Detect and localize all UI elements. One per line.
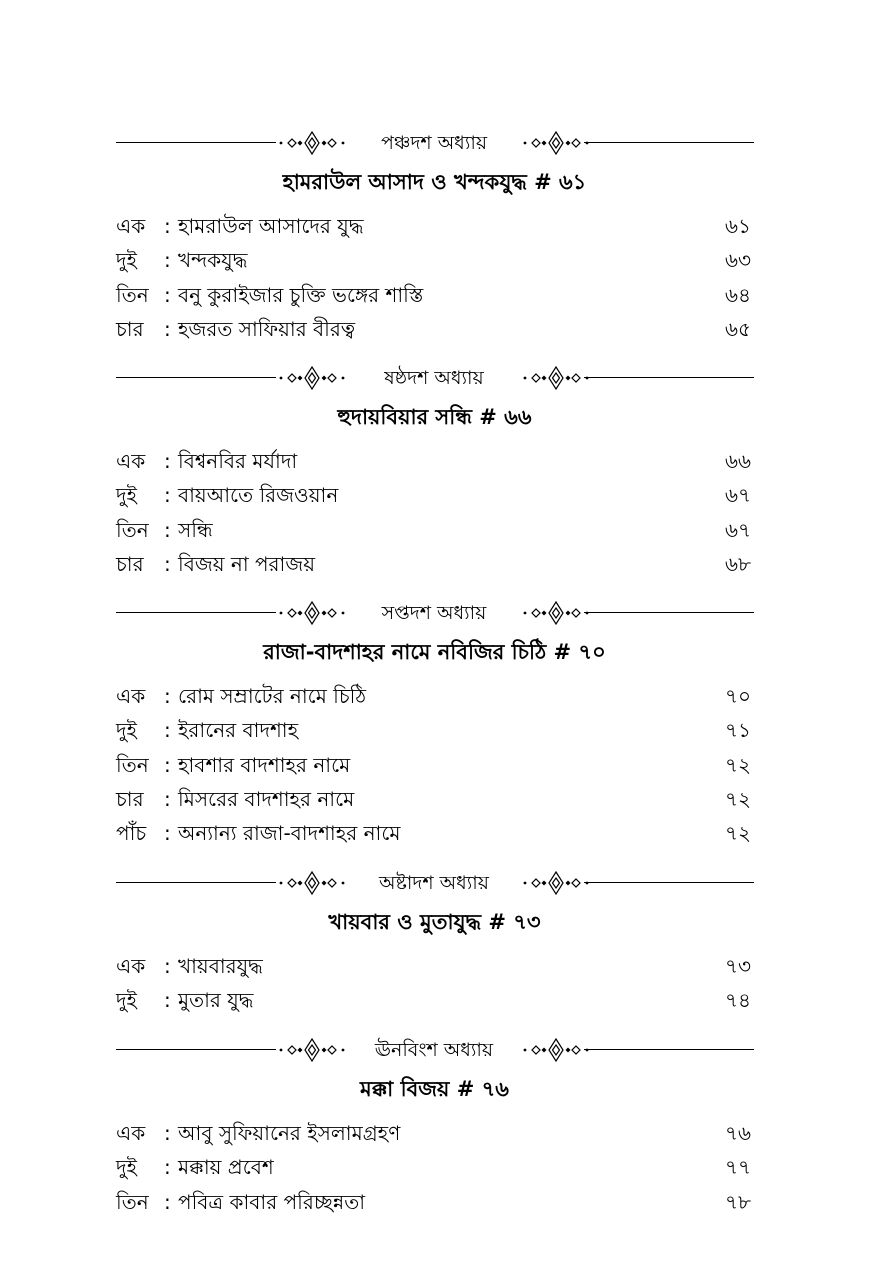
chapter-title: হামরাউল আসাদ ও খন্দকযুদ্ধ # ৬১ [282, 170, 587, 194]
chapter-divider [116, 871, 754, 895]
chapter-label: ষষ্ঠদশ অধ্যায় [384, 367, 484, 389]
entry-page-number: ৭২ [724, 786, 751, 811]
entry-number: এক [116, 954, 146, 978]
chapter-title: হুদায়বিয়ার সন্ধি # ৬৬ [337, 405, 532, 429]
entry-colon: : [164, 1189, 171, 1214]
entry-title: সন্ধি [178, 517, 213, 542]
entry-colon: : [164, 786, 171, 811]
toc-entry [0, 312, 869, 346]
divider-line-right [584, 377, 754, 378]
entry-page-number: ৭৮ [725, 1189, 751, 1214]
toc-entry [0, 748, 869, 782]
chapter-divider [116, 131, 754, 155]
ornament-right-icon [522, 871, 590, 895]
divider-line-left [116, 612, 276, 613]
entry-page-number: ৭৩ [724, 954, 751, 978]
entry-title: মিসরের বাদশাহর নামে [178, 786, 355, 811]
ornament-left-icon [278, 601, 346, 625]
entry-colon: : [164, 954, 171, 978]
toc-entry [0, 547, 869, 581]
toc-entry [0, 782, 869, 816]
chapter-title: মক্কা বিজয় # ৭৬ [360, 1077, 509, 1101]
toc-entry [0, 478, 869, 512]
entry-title: পবিত্র কাবার পরিচ্ছন্নতা [178, 1189, 366, 1214]
entry-number: তিন [116, 282, 149, 307]
toc-entry [0, 983, 869, 1017]
entry-title: বিজয় না পরাজয় [178, 551, 316, 576]
chapter-label: পঞ্চদশ অধ্যায় [380, 132, 488, 154]
entry-colon: : [164, 752, 171, 777]
entry-title: হজরত সাফিয়ার বীরত্ব [178, 316, 356, 341]
entry-page-number: ৭৬ [724, 1121, 751, 1145]
entry-page-number: ৬৪ [725, 282, 751, 307]
divider-line-left [116, 377, 276, 378]
entry-title: খায়বারযুদ্ধ [178, 954, 263, 978]
ornament-left-icon [278, 131, 346, 155]
chapter-title: খায়বার ও মুতাযুদ্ধ # ৭৩ [328, 910, 541, 934]
entry-colon: : [164, 1121, 171, 1145]
toc-entry [0, 949, 869, 983]
entry-page-number: ৬১ [725, 214, 751, 238]
chapter-divider [116, 601, 754, 625]
entry-number: তিন [116, 752, 149, 777]
entry-number: দুই [116, 1155, 137, 1180]
entry-title: খন্দকযুদ্ধ [178, 248, 248, 273]
divider-line-right [584, 612, 754, 613]
entry-page-number: ৭৪ [725, 988, 751, 1013]
entry-page-number: ৬৫ [725, 316, 751, 341]
entry-title: আবু সুফিয়ানের ইসলামগ্রহণ [178, 1121, 401, 1145]
entry-number: দুই [116, 718, 137, 743]
ornament-left-icon [278, 871, 346, 895]
entry-title: বনু কুরাইজার চুক্তি ভঙ্গের শাস্তি [178, 282, 424, 307]
entry-page-number: ৭৭ [724, 1155, 751, 1180]
divider-line-left [116, 142, 276, 143]
chapter-label: অষ্টাদশ অধ্যায় [379, 872, 489, 894]
entry-page-number: ৬৬ [724, 449, 751, 473]
entry-number: চার [116, 316, 144, 341]
entry-colon: : [164, 821, 171, 846]
entry-page-number: ৬৩ [724, 248, 751, 273]
divider-line-left [116, 1049, 276, 1050]
chapter-label: ঊনবিংশ অধ্যায় [374, 1039, 494, 1061]
toc-entry [0, 243, 869, 277]
toc-entry [0, 1116, 869, 1150]
ornament-right-icon [522, 1038, 590, 1062]
ornament-right-icon [522, 366, 590, 390]
entry-page-number: ৬৭ [724, 517, 751, 542]
entry-colon: : [164, 1155, 171, 1180]
entry-colon: : [164, 282, 171, 307]
entry-page-number: ৭২ [724, 821, 751, 846]
entry-number: দুই [116, 988, 137, 1013]
entry-colon: : [164, 248, 171, 273]
entry-number: এক [116, 684, 146, 708]
entry-colon: : [164, 988, 171, 1013]
toc-entry [0, 513, 869, 547]
chapter-divider [116, 366, 754, 390]
chapter-divider [116, 1038, 754, 1062]
divider-line-right [584, 142, 754, 143]
entry-title: হাবশার বাদশাহর নামে [178, 752, 351, 777]
entry-colon: : [164, 684, 171, 708]
entry-page-number: ৬৮ [725, 551, 751, 576]
entry-title: বায়আতে রিজওয়ান [178, 483, 339, 508]
ornament-left-icon [278, 366, 346, 390]
toc-entry [0, 816, 869, 850]
entry-number: দুই [116, 248, 137, 273]
entry-title: বিশ্বনবির মর্যাদা [178, 449, 298, 473]
toc-entry [0, 1185, 869, 1219]
entry-title: অন্যান্য রাজা-বাদশাহর নামে [178, 821, 401, 846]
toc-entry [0, 444, 869, 478]
toc-entry [0, 1150, 869, 1184]
entry-colon: : [164, 551, 171, 576]
toc-entry [0, 278, 869, 312]
entry-number: তিন [116, 1189, 149, 1214]
entry-colon: : [164, 214, 171, 238]
divider-line-left [116, 882, 276, 883]
divider-line-right [584, 882, 754, 883]
ornament-right-icon [522, 601, 590, 625]
entry-number: পাঁচ [116, 821, 147, 846]
entry-number: চার [116, 786, 144, 811]
entry-number: এক [116, 449, 146, 473]
entry-page-number: ৬৭ [724, 483, 751, 508]
toc-entry [0, 209, 869, 243]
ornament-left-icon [278, 1038, 346, 1062]
entry-number: এক [116, 1121, 146, 1145]
entry-colon: : [164, 517, 171, 542]
entry-colon: : [164, 449, 171, 473]
chapter-label: সপ্তদশ অধ্যায় [381, 602, 487, 624]
entry-colon: : [164, 316, 171, 341]
toc-entry [0, 713, 869, 747]
toc-entry [0, 679, 869, 713]
entry-number: চার [116, 551, 144, 576]
divider-line-right [584, 1049, 754, 1050]
entry-page-number: ৭১ [725, 718, 751, 743]
entry-title: মক্কায় প্রবেশ [178, 1155, 274, 1180]
entry-number: দুই [116, 483, 137, 508]
chapter-title: রাজা-বাদশাহর নামে নবিজির চিঠি # ৭০ [263, 640, 606, 664]
entry-title: ইরানের বাদশাহ [178, 718, 299, 743]
ornament-right-icon [522, 131, 590, 155]
entry-colon: : [164, 718, 171, 743]
entry-title: মুতার যুদ্ধ [178, 988, 254, 1013]
entry-number: তিন [116, 517, 149, 542]
entry-page-number: ৭০ [724, 684, 751, 708]
entry-title: হামরাউল আসাদের যুদ্ধ [178, 214, 364, 238]
entry-colon: : [164, 483, 171, 508]
entry-page-number: ৭২ [724, 752, 751, 777]
entry-title: রোম সম্রাটের নামে চিঠি [178, 684, 367, 708]
entry-number: এক [116, 214, 146, 238]
